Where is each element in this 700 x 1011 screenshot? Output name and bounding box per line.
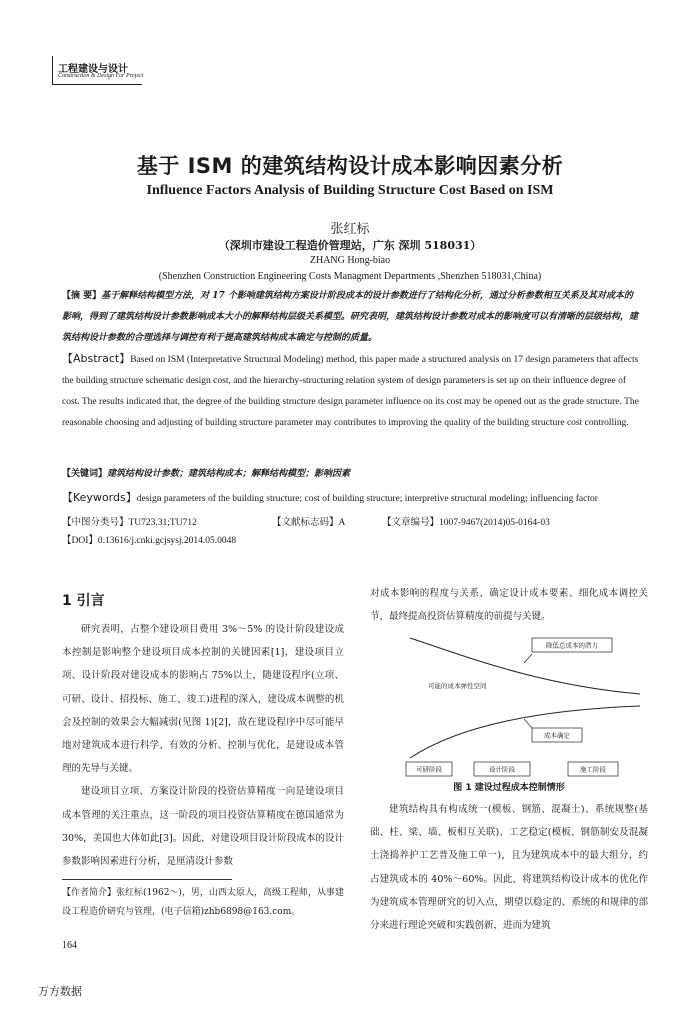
body-column-right-top bbox=[370, 582, 648, 628]
author-name-en: ZHANG Hong-biao bbox=[309, 255, 391, 266]
document-code: 【文献标志码】A bbox=[272, 518, 346, 528]
body-column-left bbox=[62, 618, 344, 873]
abstract-cn-label: 【摘 要】 bbox=[62, 291, 102, 301]
stage-design: 设计阶段 bbox=[489, 765, 515, 774]
stage-construction: 施工阶段 bbox=[580, 765, 606, 774]
pointer-line bbox=[524, 719, 532, 728]
abstract-en-text: Based on ISM (Interpretative Structural Modeling) method, this paper made a structured analysis on 17 design parameters that affects the building structure schematic design cost, and the hierarchy-structuring relation system of design parameters is set up on their influence degree of cost. The results indicated that, the degree of the building structure design parameter influence on its cost may be opened out as the grade structure. The reasonable choosing and adjusting of building structure parameter may contributes to improving the quality of the building structure cost controlling. bbox=[62, 355, 639, 428]
paper-title-en: Influence Factors Analysis of Building Structure Cost Based on ISM bbox=[146, 183, 554, 198]
page-number: 164 bbox=[62, 940, 77, 951]
abstract-en-label: 【Abstract】 bbox=[62, 352, 131, 365]
journal-name-en: Construction & Design For Project bbox=[58, 73, 144, 79]
article-number: 【文章编号】1007-9467(2014)05-0164-03 bbox=[382, 518, 550, 528]
header-rule-vertical bbox=[52, 56, 53, 84]
label-cost-determined: 成本确定 bbox=[544, 731, 570, 740]
label-elastic-space: 可能的成本弹性空间 bbox=[428, 682, 487, 690]
header-rule bbox=[52, 84, 142, 85]
figure-cost-control bbox=[400, 630, 650, 780]
curve-lower bbox=[410, 706, 640, 758]
paragraph: 建筑结构具有构成统一(模板、钢筋、混凝土)、系统规整(基础、柱、梁、墙、板相互关联)、工艺稳定(模板、钢筋制安及混凝土浇捣养护工艺普及施工单一)，且为建筑成本中的最大组分，约占建筑成本的 40%～60%。因此，将建筑结构设计成本的优化作为建筑成本管理研究的切入点，期望以稳定的、系统的和规律的部分来进行理论突破和实践创新，进而为建筑 bbox=[370, 804, 648, 932]
paragraph: 建设项目立项、方案设计阶段的投资估算精度一向是建设项目成本管理的关注重点，这一阶段的项目投资估算精度在德国通常为 30%，美国也大体如此[3]。因此，对建设项目设计阶段成本的设计参数影响因素进行分析，是厘清设计参数 bbox=[62, 786, 344, 868]
author-affiliation-cn: （深圳市建设工程造价管理站，广东 深圳 518031） bbox=[218, 239, 482, 252]
paper-title-cn: 基于 ISM 的建筑结构设计成本影响因素分析 bbox=[136, 154, 564, 178]
abstract-cn bbox=[62, 286, 640, 349]
label-potential: 降低总成本的潜力 bbox=[546, 641, 598, 650]
keywords-en-label: 【Keywords】 bbox=[62, 491, 137, 504]
keywords-cn-text: 建筑结构设计参数；建筑结构成本；解释结构模型；影响因素 bbox=[107, 469, 351, 479]
keywords-cn-label: 【关键词】 bbox=[62, 469, 108, 479]
watermark: 万方数据 bbox=[38, 985, 82, 998]
clc-number: 【中图分类号】TU723.31;TU712 bbox=[62, 518, 197, 528]
abstract-en bbox=[62, 348, 640, 434]
keywords-en bbox=[62, 487, 640, 510]
keywords-en-text: design parameters of the building structure; cost of building structure; interpretive structural modeling; influencing factor bbox=[136, 494, 598, 504]
paragraph: 对成本影响的程度与关系、确定设计成本要素、细化成本调控关节，最终提高投资估算精度的前提与关键。 bbox=[370, 588, 648, 622]
figure-caption: 图 1 建设过程成本控制情形 bbox=[453, 783, 565, 793]
author-affiliation-en: (Shenzhen Construction Engineering Costs Managment Departments ,Shenzhen 518031,China) bbox=[158, 271, 542, 282]
abstract-cn-text: 基于解释结构模型方法，对 17 个影响建筑结构方案设计阶段成本的设计参数进行了结构化分析，通过分析参数相互关系及其对成本的影响，得到了建筑结构设计参数影响成本大小的解释结构层级关系模型。研究表明，建筑结构设计参数对成本的影响度可以有清晰的层级结构，建筑结构设计参数的合理选择与调控有利于提高建筑结构成本确定与控制的质量。 bbox=[62, 291, 639, 343]
section-heading: 1 引言 bbox=[62, 593, 105, 609]
paragraph: 研究表明，占整个建设项目费用 3%～5% 的设计阶段建设成本控制是影响整个建设项目成本控制的关键因素[1]，建设项目立项、设计阶段对建设成本的影响占 75%以上，随建设程序(立项、可研、设计、招投标、施工、竣工)进程的深入，建设成本调整的机会及控制的效果会大幅减弱(见图 1)[2]，故在建设程序中尽可能早地对建筑成本进行科学、有效的分析、控制与优化，是建设成本管理的先导与关键。 bbox=[62, 624, 344, 775]
footnote-rule bbox=[62, 879, 232, 880]
stage-feasibility: 可研阶段 bbox=[416, 765, 442, 774]
body-column-right-bottom bbox=[370, 798, 648, 937]
journal-name: 工程建设与设计 bbox=[58, 64, 128, 75]
pointer-line bbox=[524, 654, 532, 663]
author-name-cn: 张红标 bbox=[330, 222, 370, 237]
doi: 【DOI】0.13616/j.cnki.gcjsysj.2014.05.0048 bbox=[62, 536, 237, 546]
author-footnote: 【作者简介】张红标(1962～)，男，山西太原人，高级工程师，从事建设工程造价研究与管理，(电子信箱)zhb6898@163.com。 bbox=[62, 888, 344, 917]
keywords-cn bbox=[62, 464, 640, 485]
